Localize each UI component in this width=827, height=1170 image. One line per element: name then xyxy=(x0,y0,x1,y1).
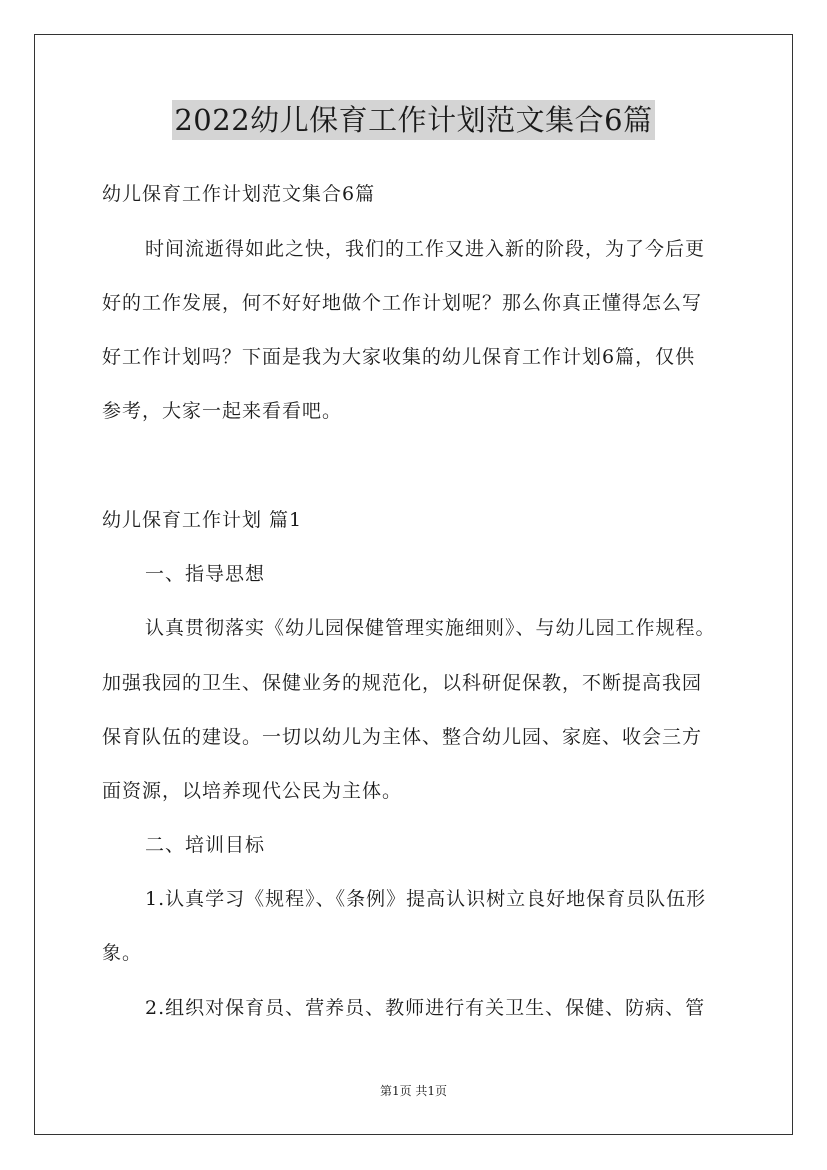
paragraph-line: 象。 xyxy=(102,942,143,964)
section-heading: 幼儿保育工作计划 篇1 xyxy=(102,509,303,531)
paragraph-line: 好工作计划吗？下面是我为大家收集的幼儿保育工作计划6篇，仅供 xyxy=(102,346,696,368)
title-container xyxy=(0,100,827,140)
paragraph-line: 面资源，以培养现代公民为主体。 xyxy=(102,780,403,802)
paragraph-line: 时间流逝得如此之快，我们的工作又进入新的阶段，为了今后更 xyxy=(145,238,706,260)
paragraph-line: 参考，大家一起来看看吧。 xyxy=(102,400,343,422)
paragraph-line: 1.认真学习《规程》、《条例》提高认识树立良好地保育员队伍形 xyxy=(145,888,707,910)
page-footer: 第1页 共1页 xyxy=(379,1084,448,1098)
paragraph-line: 加强我园的卫生、保健业务的规范化，以科研促保教，不断提高我园 xyxy=(102,672,703,694)
document-title: 2022幼儿保育工作计划范文集合6篇 xyxy=(172,100,654,140)
subtitle-line: 幼儿保育工作计划范文集合6篇 xyxy=(102,183,376,205)
subsection-heading: 一、指导思想 xyxy=(145,563,266,585)
subsection-heading: 二、培训目标 xyxy=(145,834,266,856)
paragraph-line: 好的工作发展，何不好好地做个工作计划呢？那么你真正懂得怎么写 xyxy=(102,292,703,314)
paragraph-line: 2.组织对保育员、营养员、教师进行有关卫生、保健、防病、管 xyxy=(145,997,706,1019)
paragraph-line: 保育队伍的建设。一切以幼儿为主体、整合幼儿园、家庭、收会三方 xyxy=(102,726,703,748)
paragraph-line: 认真贯彻落实《幼儿园保健管理实施细则》、与幼儿园工作规程。 xyxy=(145,617,716,639)
